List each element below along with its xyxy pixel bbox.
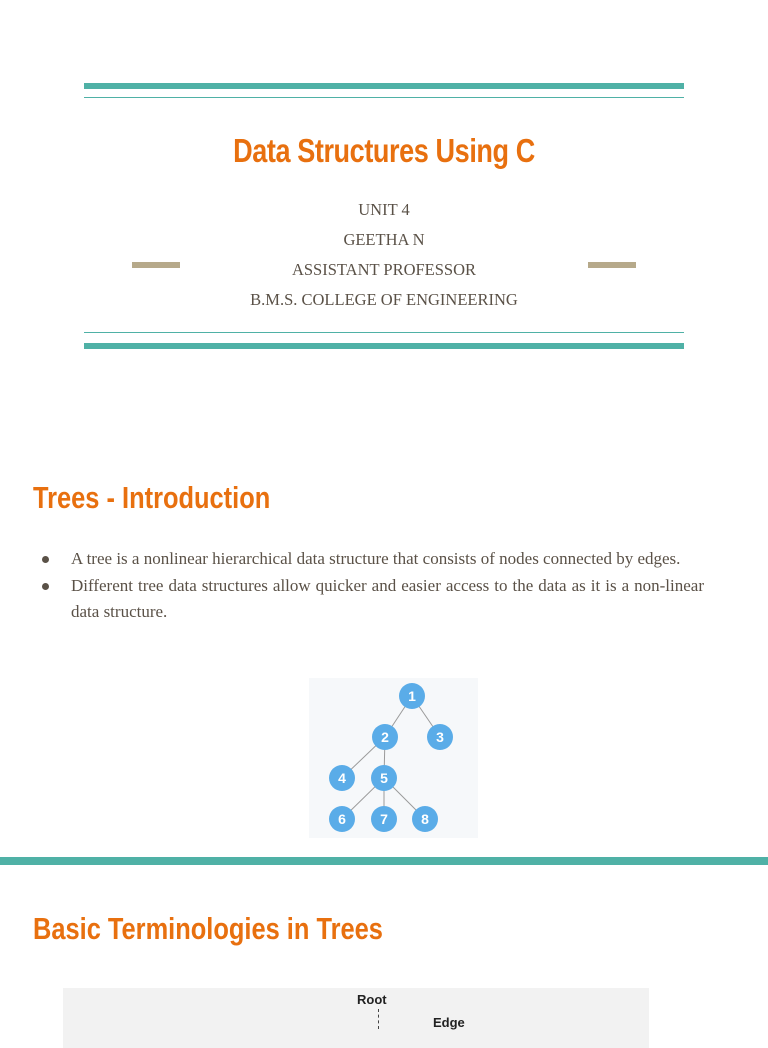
- bottom-thick-rule: [84, 343, 684, 349]
- unit-label: UNIT 4: [358, 200, 410, 219]
- tree-node-label: 7: [380, 811, 388, 827]
- bullet-dot-icon: [42, 583, 49, 590]
- bullet-text: A tree is a nonlinear hierarchical data structure that consists of nodes connected by edges.: [71, 549, 681, 568]
- bullet-item: [36, 573, 704, 625]
- bullet-item: [36, 546, 704, 572]
- presentation-title: Data Structures Using C: [233, 132, 535, 169]
- tree-node-label: 3: [436, 729, 444, 745]
- bullet-text: Different tree data structures allow quicker and easier access to the data as it is a non-linear data structure.: [71, 576, 704, 621]
- intro-slide: [0, 420, 768, 858]
- tree-node-label: 4: [338, 770, 346, 786]
- root-connector: [378, 1009, 379, 1029]
- left-dash-decoration: [132, 262, 180, 268]
- edge-label: Edge: [433, 1015, 465, 1030]
- slide-heading: Trees - Introduction: [33, 480, 271, 515]
- bottom-thin-rule: [84, 332, 684, 333]
- root-label: Root: [357, 992, 387, 1007]
- right-dash-decoration: [588, 262, 636, 268]
- top-thin-rule: [84, 97, 684, 98]
- institution-name: B.M.S. COLLEGE OF ENGINEERING: [250, 290, 518, 309]
- slide-heading: Basic Terminologies in Trees: [33, 911, 383, 946]
- tree-diagram-svg: [309, 678, 478, 838]
- author-name: GEETHA N: [343, 230, 425, 249]
- terminology-slide: [0, 865, 768, 1030]
- slide-separator: [0, 857, 768, 865]
- tree-node-label: 5: [380, 770, 388, 786]
- tree-node-label: 2: [381, 729, 389, 745]
- bullet-dot-icon: [42, 556, 49, 563]
- tree-node-label: 6: [338, 811, 346, 827]
- title-slide: [0, 0, 768, 420]
- author-title: ASSISTANT PROFESSOR: [291, 260, 477, 279]
- tree-edges: [342, 696, 440, 819]
- top-thick-rule: [84, 83, 684, 89]
- tree-node-label: 1: [408, 688, 416, 704]
- terminology-diagram: [63, 988, 649, 1048]
- tree-diagram: [309, 678, 478, 838]
- tree-node-label: 8: [421, 811, 429, 827]
- bullet-list: [36, 546, 704, 626]
